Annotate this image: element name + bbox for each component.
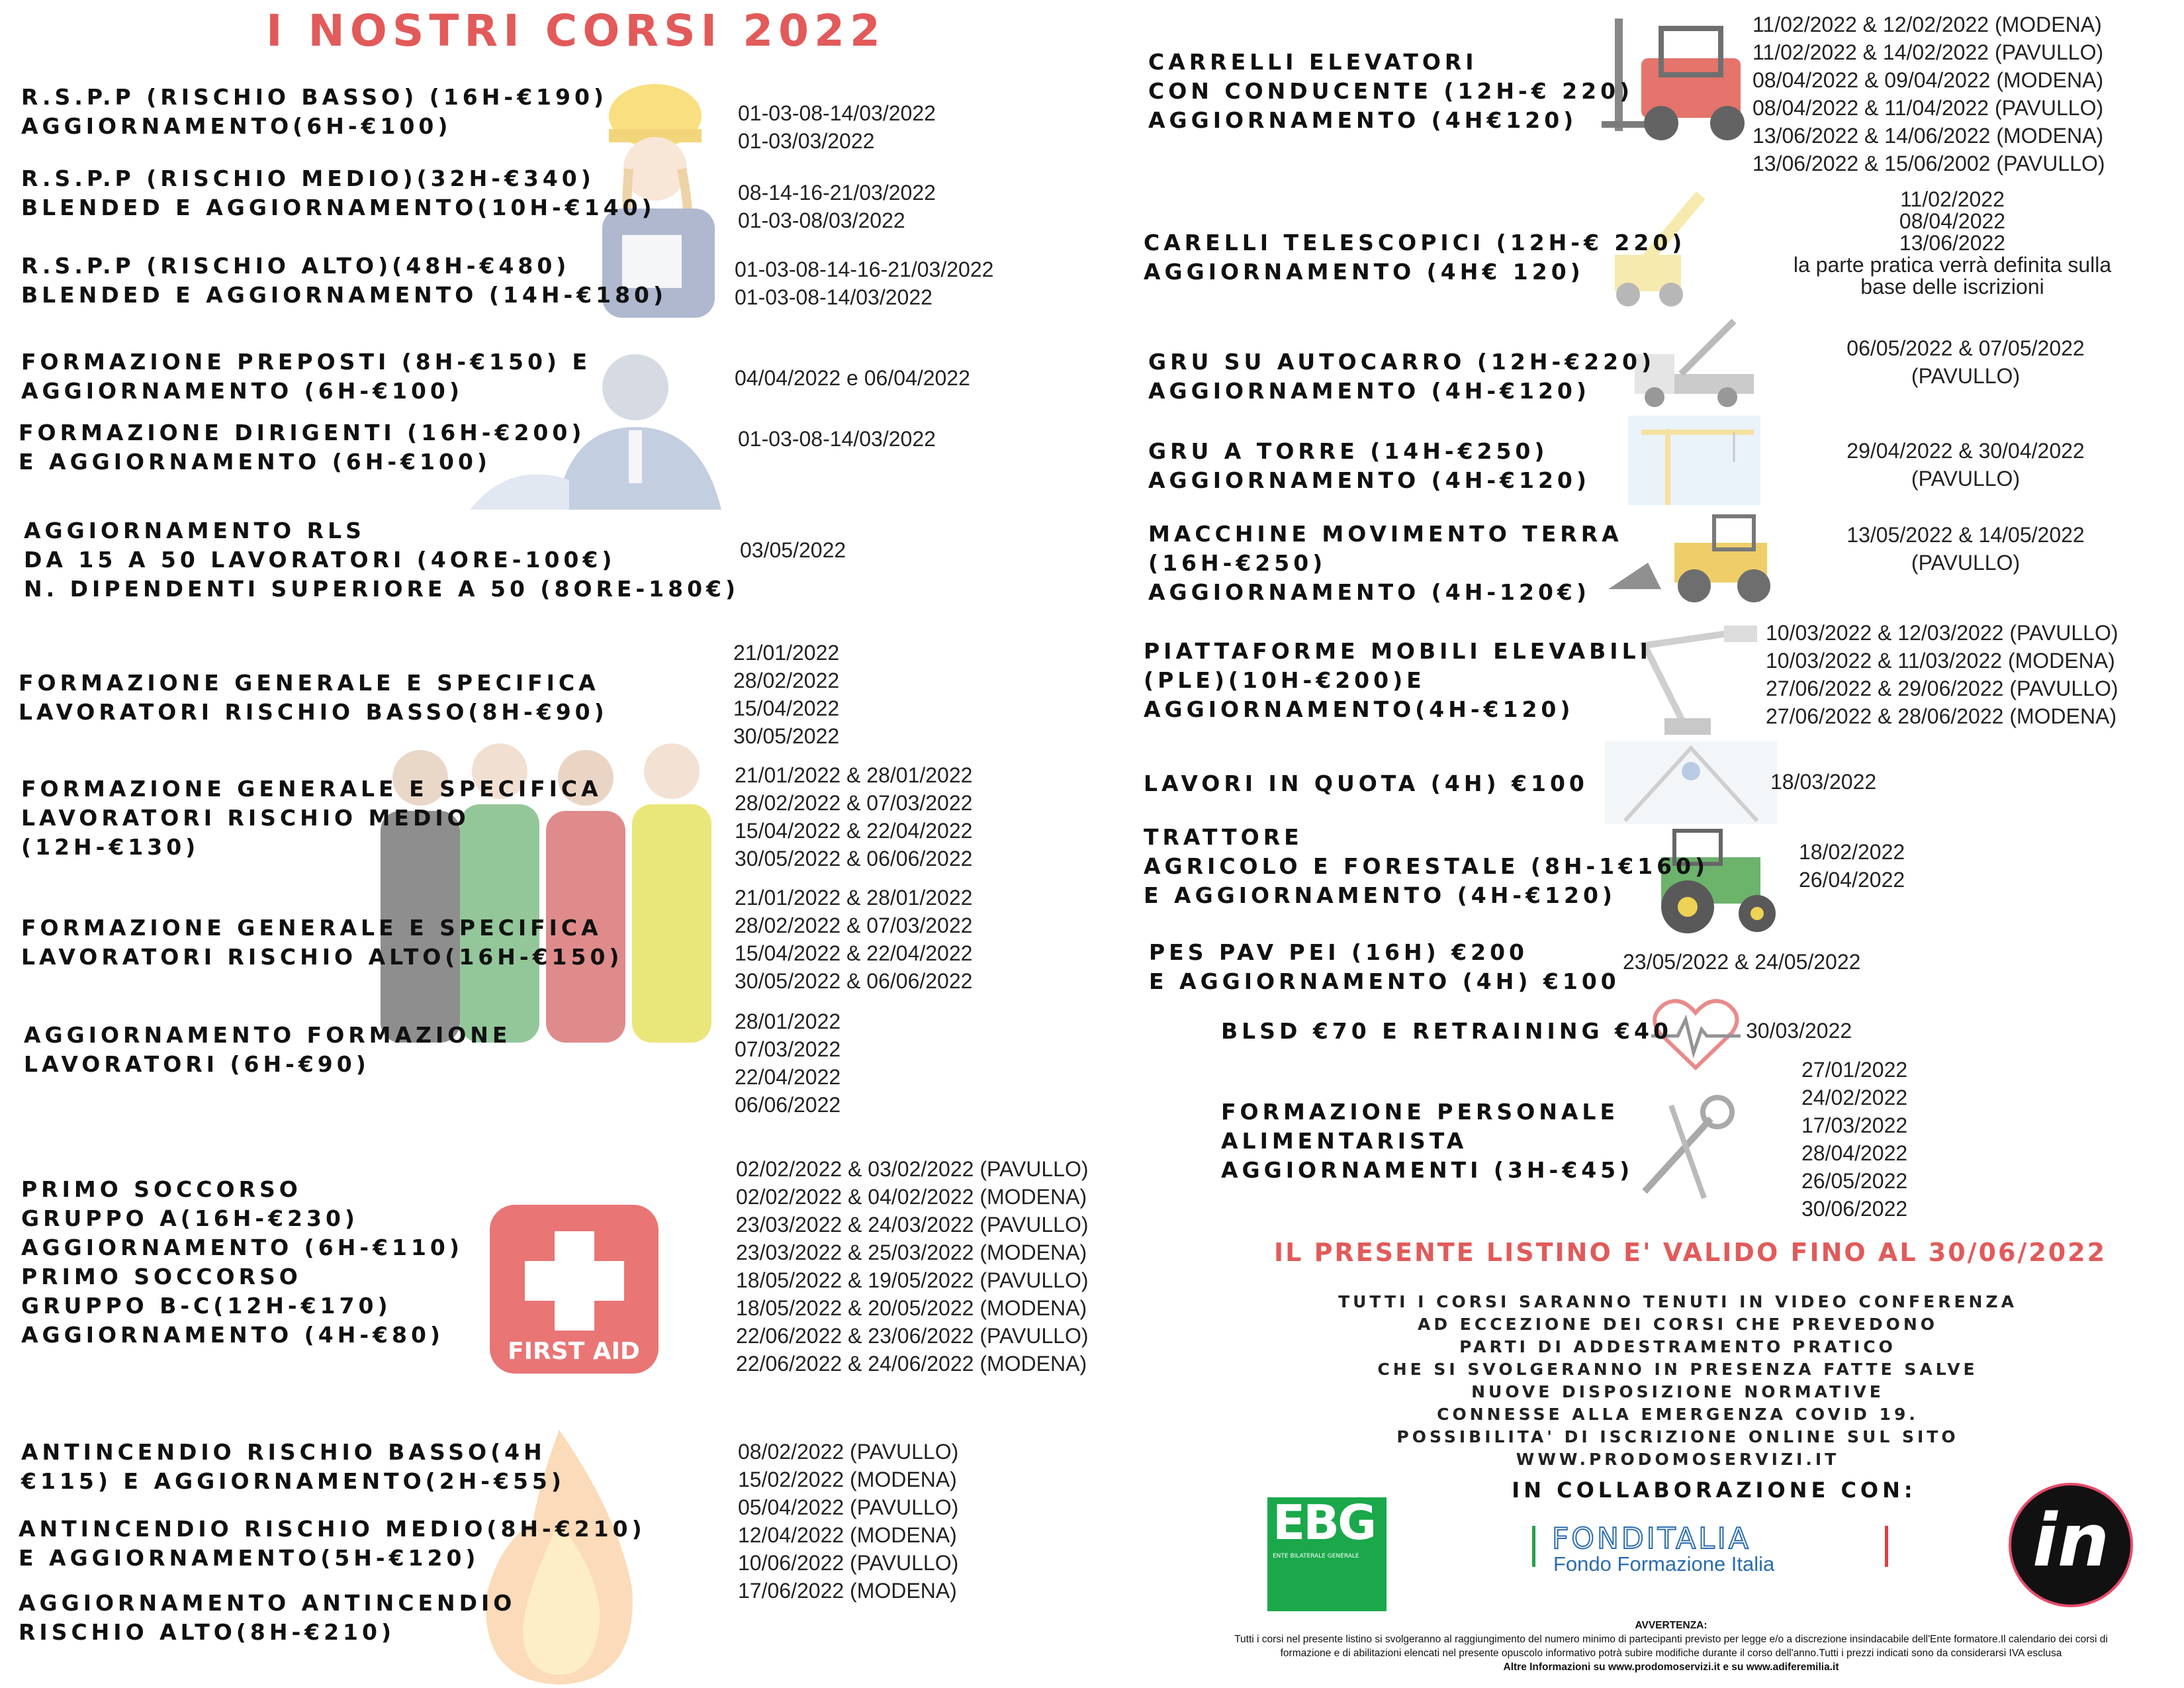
course-date-line: 15/04/2022 & 22/04/2022 [735, 941, 973, 965]
course-date-line: 30/06/2022 [1801, 1197, 1908, 1221]
course-date-line: 23/03/2022 & 24/03/2022 (PAVULLO) [736, 1213, 1089, 1237]
course-name-line: (PLE)(10H-€200)E [1144, 667, 1426, 693]
course-date-line: 13/05/2022 & 14/05/2022 [1846, 523, 2085, 547]
course-date-line: 28/02/2022 [733, 669, 840, 692]
course-name-line: (16H-€250) [1148, 550, 1327, 576]
course-name-line: FORMAZIONE DIRIGENTI (16H-€200) [19, 420, 586, 445]
course-date-line: 07/03/2022 [735, 1037, 841, 1061]
course-name-line: €115) E AGGIORNAMENTO(2H-€55) [21, 1468, 565, 1494]
warning-links: Altre Informazioni su www.prodomoservizi.it e su www.adiferemilia.it [1503, 1662, 1839, 1673]
course-date-line: 05/04/2022 (PAVULLO) [738, 1495, 959, 1519]
course-date-line: 11/02/2022 [1900, 187, 2005, 211]
course-name-line: AGGIORNAMENTO (4H-120€) [1148, 579, 1590, 605]
course-date-line: 24/02/2022 [1801, 1086, 1908, 1109]
right-course-dates [1770, 768, 1876, 796]
course-date-line: 08/04/2022 & 11/04/2022 (PAVULLO) [1752, 96, 2104, 120]
course-date-line: 10/06/2022 (PAVULLO) [738, 1551, 959, 1575]
left-course-name [24, 516, 739, 604]
course-date-line: 22/06/2022 & 23/06/2022 (PAVULLO) [736, 1324, 1089, 1348]
right-course-dates [1813, 334, 2118, 390]
workers-group-illustration [367, 725, 728, 1043]
left-course-dates [735, 256, 993, 311]
left-course-dates [735, 364, 970, 392]
right-course-name [1144, 637, 1652, 724]
info-line: WWW.PRODOMOSERVIZI.IT [1516, 1450, 1840, 1469]
course-date-line: 06/06/2022 [735, 1093, 841, 1117]
right-course-dates [1752, 11, 2105, 177]
course-name-line: FORMAZIONE PERSONALE [1221, 1099, 1619, 1125]
course-date-line: 18/05/2022 & 19/05/2022 (PAVULLO) [736, 1268, 1089, 1292]
left-course-dates [738, 1438, 958, 1605]
warning-line-1: Tutti i corsi nel presente listino si svolgeranno al raggiungimento del numero minimo di partecipanti previsto per legge e/o a discrezione insindacabile dell'Ente formatore.Il calendario dei corsi di [1234, 1634, 2108, 1645]
fonditalia-logo-text: FONDITALIA [1552, 1522, 1751, 1556]
course-name-line: RISCHIO ALTO(8H-€210) [19, 1619, 396, 1645]
course-date-line: 28/02/2022 & 07/03/2022 [735, 914, 973, 937]
course-date-line: 26/05/2022 [1801, 1169, 1908, 1193]
right-course-name [1148, 520, 1623, 607]
info-block [1314, 1291, 2042, 1471]
fonditalia-bar-red [1885, 1526, 1888, 1567]
course-date-line: (PAVULLO) [1911, 551, 2021, 575]
course-name-line: AGGIORNAMENTO ANTINCENDIO [19, 1590, 516, 1616]
course-date-line: 08/04/2022 [1899, 209, 2006, 233]
left-course-name [21, 1438, 565, 1496]
course-name-line: GRUPPO B-C(12H-€170) [21, 1293, 392, 1319]
course-name-line: R.S.P.P (RISCHIO ALTO)(48H-€480) [21, 253, 570, 279]
course-name-line: (12H-€130) [21, 834, 200, 860]
right-course-name [1144, 823, 1709, 910]
course-name-line: BLSD €70 E RETRAINING €40 [1221, 1018, 1672, 1044]
course-date-line: 21/01/2022 & 28/01/2022 [735, 763, 973, 787]
course-name-line: PIATTAFORME MOBILI ELEVABILI [1144, 638, 1652, 664]
left-course-name [21, 252, 667, 310]
left-course-dates [736, 1155, 1089, 1378]
course-date-line: 30/05/2022 & 06/06/2022 [735, 969, 973, 993]
left-course-name [21, 774, 602, 862]
right-course-name [1221, 1017, 1672, 1046]
course-date-line: 17/03/2022 [1801, 1113, 1908, 1137]
left-course-dates [738, 99, 936, 155]
warning-notice [1161, 1618, 2181, 1674]
course-name-line: FORMAZIONE GENERALE E SPECIFICA [21, 776, 602, 802]
course-date-line: 11/02/2022 & 14/02/2022 (PAVULLO) [1752, 40, 2104, 64]
left-course-dates [735, 761, 972, 872]
course-date-line: 10/03/2022 & 11/03/2022 (MODENA) [1766, 649, 2115, 673]
info-line: CONNESSE ALLA EMERGENZA COVID 19. [1437, 1405, 1919, 1424]
course-name-line: AGGIORNAMENTO (4H-€120) [1148, 378, 1590, 404]
course-date-line: 08/04/2022 & 09/04/2022 (MODENA) [1752, 68, 2104, 92]
course-name-line: BLENDED E AGGIORNAMENTO(10H-€140) [21, 195, 656, 220]
course-date-line: 15/04/2022 & 22/04/2022 [735, 819, 973, 843]
course-date-line: 04/04/2022 e 06/04/2022 [735, 366, 970, 390]
fonditalia-bar-green [1532, 1526, 1535, 1567]
course-date-line: 18/02/2022 [1799, 840, 1905, 864]
course-date-line: 08/02/2022 (PAVULLO) [738, 1440, 959, 1464]
course-name-line: GRU A TORRE (14H-€250) [1148, 438, 1549, 464]
course-name-line: R.S.P.P (RISCHIO BASSO) (16H-€190) [21, 84, 608, 110]
course-date-line: 28/02/2022 & 07/03/2022 [735, 791, 973, 815]
height-work-icon [1605, 741, 1777, 824]
left-course-name [19, 1515, 646, 1573]
course-date-line: 01-03-08-14/03/2022 [738, 101, 936, 125]
right-course-dates [1767, 189, 2138, 298]
right-course-name [1148, 48, 1633, 135]
course-date-line: 13/06/2022 & 15/06/2002 (PAVULLO) [1752, 152, 2105, 175]
course-name-line: LAVORATORI RISCHIO MEDIO [21, 805, 470, 831]
course-date-line: la parte pratica verrà definita sulla [1793, 253, 2112, 277]
course-name-line: LAVORATORI RISCHIO BASSO(8H-€90) [19, 699, 608, 725]
course-date-line: 13/06/2022 & 14/06/2022 (MODENA) [1752, 124, 2104, 148]
left-course-dates [733, 639, 839, 750]
course-name-line: AGGIORNAMENTO RLS [24, 518, 365, 543]
course-name-line: CARELLI TELESCOPICI (12H-€ 220) [1144, 230, 1686, 256]
right-course-name [1221, 1098, 1633, 1185]
right-course-name [1144, 769, 1588, 798]
course-name-line: AGGIORNAMENTO (4H-€80) [21, 1322, 444, 1348]
course-date-line: 30/05/2022 & 06/06/2022 [735, 847, 973, 870]
course-date-line: 01-03-08-14/03/2022 [735, 285, 933, 309]
tower-crane-icon [1628, 416, 1760, 505]
course-date-line: 29/04/2022 & 30/04/2022 [1846, 439, 2085, 463]
ebg-logo-text: EBG [1273, 1495, 1375, 1550]
course-name-line: AGGIORNAMENTI (3H-€45) [1221, 1157, 1634, 1183]
course-date-line: 23/03/2022 & 25/03/2022 (MODENA) [736, 1241, 1087, 1264]
course-date-line: 21/01/2022 & 28/01/2022 [735, 886, 973, 910]
course-name-line: AGGIORNAMENTO(6H-€100) [21, 113, 452, 139]
right-course-dates [1766, 619, 2118, 730]
info-line: POSSIBILITA' DI ISCRIZIONE ONLINE SUL SITO [1396, 1427, 1959, 1446]
fonditalia-logo-subtitle: Fondo Formazione Italia [1553, 1552, 1775, 1575]
info-line: PARTI DI ADDESTRAMENTO PRATICO [1459, 1337, 1896, 1356]
course-date-line: 26/04/2022 [1799, 868, 1905, 892]
course-date-line: 30/05/2022 [733, 724, 840, 748]
right-course-dates [1801, 1056, 1907, 1223]
left-course-name [24, 1021, 511, 1079]
left-course-name [19, 1589, 516, 1647]
course-name-line: DA 15 A 50 LAVORATORI (4ORE-100€) [24, 547, 616, 573]
course-name-line: LAVORATORI RISCHIO ALTO(16H-€150) [21, 944, 623, 970]
course-name-line: GRUPPO A(16H-€230) [21, 1205, 359, 1231]
course-date-line: 15/02/2022 (MODENA) [738, 1468, 957, 1491]
course-date-line: 28/04/2022 [1801, 1141, 1908, 1165]
course-name-line: LAVORATORI (6H-€90) [24, 1051, 370, 1077]
course-date-line: 30/03/2022 [1746, 1019, 1852, 1043]
right-course-dates [1623, 948, 1860, 976]
course-name-line: AGGIORNAMENTO(4H-€120) [1144, 696, 1574, 722]
ebg-logo [1267, 1497, 1387, 1611]
course-date-line: 21/01/2022 [733, 641, 840, 665]
info-line: NUOVE DISPOSIZIONE NORMATIVE [1471, 1382, 1884, 1401]
left-course-name [19, 669, 608, 727]
course-date-line: (PAVULLO) [1911, 364, 2021, 388]
left-course-name [21, 914, 623, 972]
course-name-line: E AGGIORNAMENTO (4H-€120) [1144, 882, 1616, 908]
course-name-line: PRIMO SOCCORSO [21, 1176, 302, 1202]
course-date-line: 27/06/2022 & 29/06/2022 (PAVULLO) [1766, 677, 2118, 700]
course-date-line: 13/06/2022 [1899, 231, 2006, 255]
course-name-line: AGGIORNAMENTO FORMAZIONE [24, 1022, 512, 1048]
course-name-line: AGGIORNAMENTO (4H-€120) [1148, 467, 1590, 493]
course-name-line: E AGGIORNAMENTO(5H-€120) [19, 1545, 480, 1571]
course-date-line: base delle iscrizioni [1860, 275, 2044, 299]
info-line: TUTTI I CORSI SARANNO TENUTI IN VIDEO CONFERENZA [1338, 1292, 2017, 1311]
first-aid-icon [486, 1201, 662, 1377]
course-date-line: 22/04/2022 [735, 1065, 841, 1089]
in-logo-text: in [2032, 1498, 2109, 1583]
info-line: AD ECCEZIONE DEI CORSI CHE PREVEDONO [1417, 1315, 1938, 1334]
course-date-line: 11/02/2022 & 12/02/2022 (MODENA) [1752, 13, 2102, 36]
course-date-line: 17/06/2022 (MODENA) [738, 1579, 957, 1603]
warning-title: AVVERTENZA: [1635, 1620, 1707, 1631]
course-name-line: ALIMENTARISTA [1221, 1128, 1468, 1154]
course-name-line: BLENDED E AGGIORNAMENTO (14H-€180) [21, 282, 668, 308]
course-name-line: MACCHINE MOVIMENTO TERRA [1148, 521, 1623, 547]
left-course-dates [738, 179, 936, 234]
fonditalia-logo [1532, 1522, 1889, 1575]
course-date-line: 12/04/2022 (MODENA) [738, 1523, 957, 1547]
kitchen-utensils-icon [1631, 1092, 1744, 1205]
course-date-line: 06/05/2022 & 07/05/2022 [1846, 336, 2085, 360]
in-logo [2009, 1483, 2133, 1607]
course-name-line: GRU SU AUTOCARRO (12H-€220) [1148, 349, 1656, 375]
course-date-line: 01-03-08/03/2022 [738, 209, 905, 232]
course-date-line: 28/01/2022 [735, 1009, 841, 1033]
course-name-line: LAVORI IN QUOTA (4H) €100 [1144, 771, 1588, 796]
course-name-line: CON CONDUCENTE (12H-€ 220) [1148, 78, 1634, 104]
course-date-line: 02/02/2022 & 03/02/2022 (PAVULLO) [736, 1157, 1089, 1181]
course-name-line: CARRELLI ELEVATORI [1148, 49, 1478, 75]
left-course-dates [740, 536, 846, 564]
course-date-line: 18/03/2022 [1770, 770, 1877, 794]
warning-line-2: formazione e di abilitazioni elencati nel presente opuscolo informativo potrà subire modifiche durante il corso dell'anno.Tutti i prezzi indicati sono da considerarsi IVA esclusa [1280, 1648, 2062, 1659]
course-date-line: 27/01/2022 [1801, 1058, 1908, 1082]
course-date-line: 01-03-08-14/03/2022 [738, 427, 936, 451]
wheel-loader-icon [1608, 510, 1790, 602]
course-name-line: AGRICOLO E FORESTALE (8H-1€160) [1144, 853, 1709, 879]
right-course-dates [1746, 1017, 1852, 1045]
course-name-line: FORMAZIONE PREPOSTI (8H-€150) E [21, 349, 592, 375]
course-date-line: 02/02/2022 & 04/02/2022 (MODENA) [736, 1185, 1087, 1209]
course-date-line: (PAVULLO) [1911, 467, 2021, 491]
course-name-line: AGGIORNAMENTO (6H-€110) [21, 1235, 463, 1260]
course-name-line: E AGGIORNAMENTO (6H-€100) [19, 449, 491, 475]
course-name-line: AGGIORNAMENTO (6H-€100) [21, 378, 463, 404]
page-title: I NOSTRI CORSI 2022 [266, 5, 886, 56]
course-date-line: 15/04/2022 [733, 696, 840, 720]
course-name-line: R.S.P.P (RISCHIO MEDIO)(32H-€340) [21, 165, 595, 191]
course-name-line: ANTINCENDIO RISCHIO MEDIO(8H-€210) [19, 1516, 646, 1542]
right-course-dates [1813, 521, 2118, 577]
right-course-name [1144, 228, 1686, 287]
course-date-line: 18/05/2022 & 20/05/2022 (MODENA) [736, 1296, 1087, 1320]
course-date-line: 01-03/03/2022 [738, 129, 875, 153]
course-date-line: 01-03-08-14-16-21/03/2022 [735, 258, 994, 281]
course-name-line: AGGIORNAMENTO (4H€ 120) [1144, 259, 1584, 285]
course-name-line: ANTINCENDIO RISCHIO BASSO(4H [21, 1439, 546, 1465]
validity-notice: IL PRESENTE LISTINO E' VALIDO FINO AL 30/06/2022 [1274, 1238, 2107, 1267]
left-course-name [21, 348, 591, 406]
course-date-line: 03/05/2022 [740, 538, 846, 562]
left-course-dates [735, 1008, 841, 1119]
course-name-line: E AGGIORNAMENTO (4H) €100 [1149, 968, 1620, 994]
left-course-name [21, 164, 656, 222]
course-name-line: N. DIPENDENTI SUPERIORE A 50 (8ORE-180€) [24, 576, 740, 602]
left-course-name [19, 418, 585, 477]
right-course-dates [1813, 437, 2118, 492]
info-line: CHE SI SVOLGERANNO IN PRESENZA FATTE SALVE [1377, 1360, 1978, 1379]
right-course-dates [1799, 838, 1905, 894]
course-date-line: 23/05/2022 & 24/05/2022 [1623, 950, 1861, 974]
course-date-line: 08-14-16-21/03/2022 [738, 181, 936, 205]
course-date-line: 22/06/2022 & 24/06/2022 (MODENA) [736, 1352, 1087, 1376]
collaboration-heading: IN COLLABORAZIONE CON: [1512, 1477, 1917, 1503]
svg-text:FIRST AID: FIRST AID [508, 1338, 640, 1365]
left-course-name [21, 83, 608, 141]
left-course-name [21, 1175, 463, 1350]
course-date-line: 27/06/2022 & 28/06/2022 (MODENA) [1766, 704, 2117, 728]
course-date-line: 10/03/2022 & 12/03/2022 (PAVULLO) [1766, 621, 2118, 645]
right-course-name [1148, 437, 1590, 495]
course-name-line: PRIMO SOCCORSO [21, 1264, 302, 1289]
course-name-line: FORMAZIONE GENERALE E SPECIFICA [21, 915, 602, 941]
left-course-dates [738, 425, 936, 453]
course-name-line: AGGIORNAMENTO (4H€120) [1148, 107, 1578, 133]
course-name-line: PES PAV PEI (16H) €200 [1149, 939, 1529, 965]
ebg-logo-subtitle: ENTE BILATERALE GENERALE [1273, 1553, 1359, 1560]
right-course-name [1148, 348, 1655, 406]
left-course-dates [735, 884, 972, 995]
course-name-line: FORMAZIONE GENERALE E SPECIFICA [19, 670, 600, 696]
right-course-name [1149, 938, 1620, 996]
course-name-line: TRATTORE [1144, 824, 1303, 850]
